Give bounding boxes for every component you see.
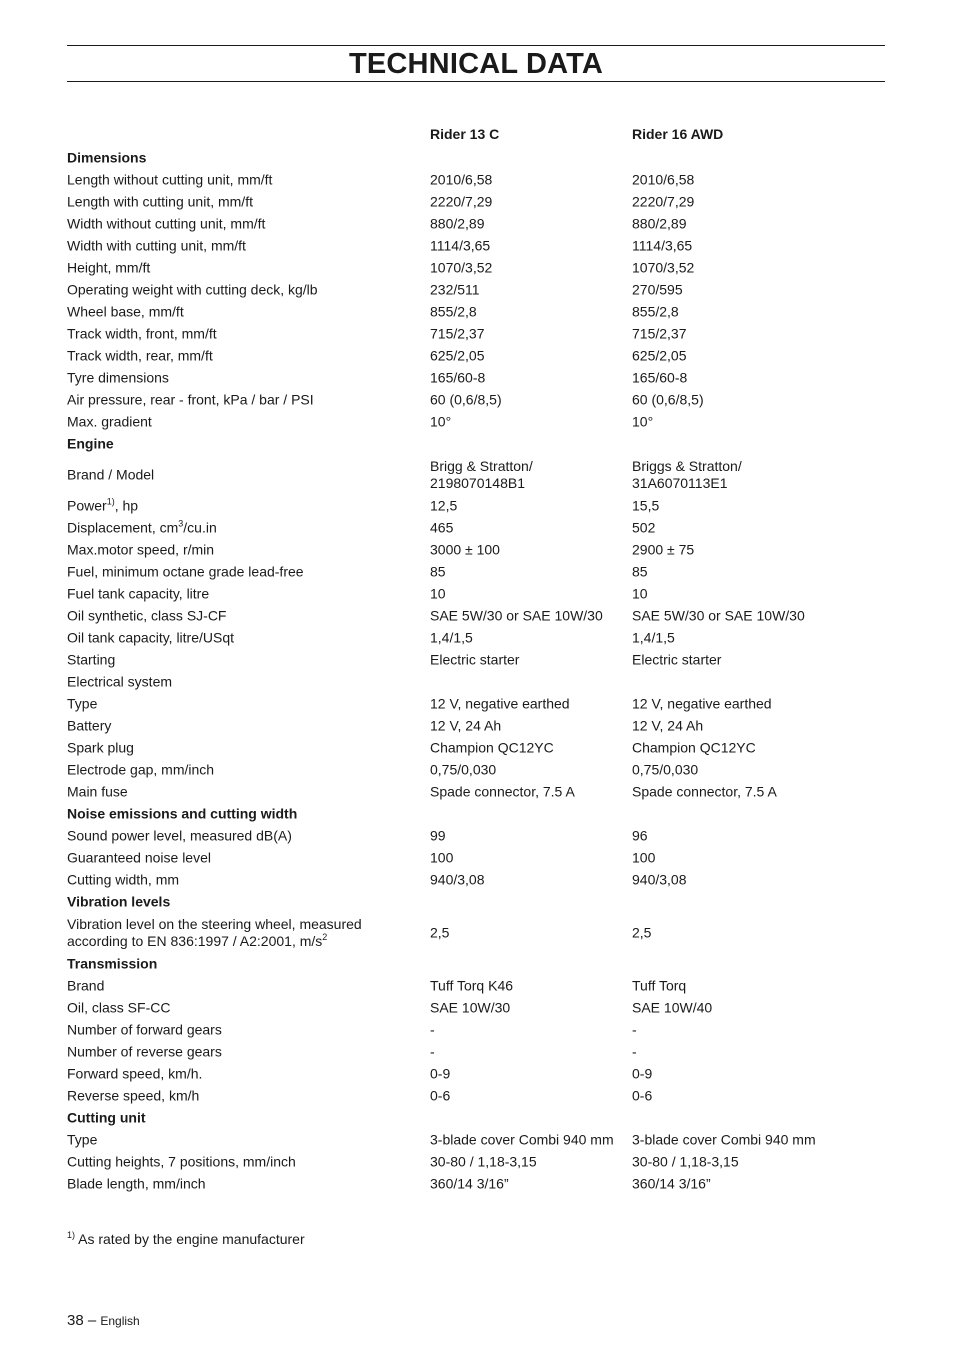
- row-label-text: Length without cutting unit, mm/ft: [67, 171, 273, 188]
- value-rider-16awd: 0-9: [632, 1065, 653, 1082]
- value-rider-16awd: 3-blade cover Combi 940 mm: [632, 1131, 816, 1148]
- row-label: [67, 740, 417, 757]
- row-label: [67, 762, 417, 779]
- table-row: [67, 649, 885, 671]
- value-rider-13c: -: [430, 1021, 435, 1038]
- row-label-text: Sound power level, measured dB(A): [67, 827, 292, 844]
- value-rider-13c: 715/2,37: [430, 325, 485, 342]
- row-label-text: Max.motor speed, r/min: [67, 541, 215, 558]
- row-label-text: Guaranteed noise level: [67, 849, 211, 866]
- row-label-text: Blade length, mm/inch: [67, 1175, 206, 1192]
- row-label-text: Number of forward gears: [67, 1021, 222, 1038]
- row-label-text: Width without cutting unit, mm/ft: [67, 215, 266, 232]
- row-label: [67, 150, 417, 167]
- row-label-text: Track width, front, mm/ft: [67, 325, 217, 342]
- value-rider-13c: SAE 5W/30 or SAE 10W/30: [430, 607, 603, 624]
- table-row: [67, 869, 885, 891]
- row-label: [67, 370, 417, 387]
- row-label-text: Main fuse: [67, 783, 128, 800]
- row-label: [67, 718, 417, 735]
- section-header: [67, 891, 885, 913]
- value-rider-16awd: 96: [632, 827, 648, 844]
- value-line1: Briggs & Stratton/: [632, 458, 742, 474]
- table-row: [67, 539, 885, 561]
- row-label-text: Vibration levels: [67, 893, 171, 910]
- value-rider-16awd: 360/14 3/16”: [632, 1175, 711, 1192]
- section-header: [67, 1107, 885, 1129]
- table-row: [67, 495, 885, 517]
- row-label: [67, 498, 417, 515]
- value-rider-16awd: -: [632, 1043, 637, 1060]
- row-label: [67, 1066, 417, 1083]
- row-label-superscript: 3: [178, 518, 184, 529]
- row-label: [67, 414, 417, 431]
- table-row: [67, 1129, 885, 1151]
- row-label: [67, 326, 417, 343]
- row-label: [67, 916, 417, 950]
- row-label-text: Oil, class SF-CC: [67, 999, 171, 1016]
- value-rider-13c: 0,75/0,030: [430, 761, 497, 778]
- title-bar: [67, 45, 885, 82]
- row-label: [67, 172, 417, 189]
- row-label: [67, 894, 417, 911]
- value-rider-16awd: 2,5: [632, 924, 652, 941]
- row-label: [67, 1110, 417, 1127]
- table-row: [67, 235, 885, 257]
- value-rider-13c: 1070/3,52: [430, 259, 493, 276]
- row-label: [67, 304, 417, 321]
- row-label: [67, 652, 417, 669]
- value-rider-13c: 1,4/1,5: [430, 629, 473, 646]
- row-label-text: Forward speed, km/h.: [67, 1065, 203, 1082]
- row-label-text: Dimensions: [67, 149, 147, 166]
- table-row: [67, 561, 885, 583]
- spec-table: [67, 147, 885, 1195]
- table-row: [67, 671, 885, 693]
- value-rider-16awd: Spade connector, 7.5 A: [632, 783, 777, 800]
- value-rider-13c: 465: [430, 519, 454, 536]
- row-label-text: Max. gradient: [67, 413, 152, 430]
- value-rider-16awd: 880/2,89: [632, 215, 687, 232]
- value-rider-13c: [430, 458, 628, 492]
- value-rider-13c: 10: [430, 585, 446, 602]
- row-label: [67, 1154, 417, 1171]
- value-rider-16awd: 1114/3,65: [632, 237, 693, 254]
- row-label: [67, 520, 417, 537]
- table-row: [67, 1019, 885, 1041]
- row-label: [67, 238, 417, 255]
- row-label-text: Type: [67, 695, 98, 712]
- row-label-text: Fuel tank capacity, litre: [67, 585, 210, 602]
- value-rider-13c: 100: [430, 849, 454, 866]
- row-label: [67, 630, 417, 647]
- row-label-text: Fuel, minimum octane grade lead-free: [67, 563, 304, 580]
- table-row: [67, 411, 885, 433]
- table-row: [67, 279, 885, 301]
- row-label: [67, 1088, 417, 1105]
- row-label: [67, 850, 417, 867]
- value-rider-13c: 360/14 3/16”: [430, 1175, 509, 1192]
- table-row: [67, 517, 885, 539]
- value-rider-16awd: -: [632, 1021, 637, 1038]
- row-label: [67, 872, 417, 889]
- value-rider-13c: 99: [430, 827, 446, 844]
- row-label: [67, 194, 417, 211]
- value-rider-16awd: 855/2,8: [632, 303, 679, 320]
- page-footer: [67, 1312, 140, 1329]
- value-rider-13c: Tuff Torq K46: [430, 977, 514, 994]
- row-label: [67, 784, 417, 801]
- row-label-text: Air pressure, rear - front, kPa / bar / PSI: [67, 391, 314, 408]
- value-rider-16awd: 15,5: [632, 497, 660, 514]
- row-label-text: Cutting unit: [67, 1109, 146, 1126]
- footnote-text: As rated by the engine manufacturer: [75, 1231, 305, 1247]
- value-rider-16awd: 30-80 / 1,18-3,15: [632, 1153, 739, 1170]
- value-rider-16awd: 1,4/1,5: [632, 629, 675, 646]
- row-label-text: Battery: [67, 717, 112, 734]
- table-row: [67, 345, 885, 367]
- row-label: [67, 392, 417, 409]
- row-label-text: Displacement, cm: [67, 519, 179, 536]
- value-rider-16awd: 100: [632, 849, 656, 866]
- row-label-text: Oil synthetic, class SJ-CF: [67, 607, 227, 624]
- value-rider-16awd: Champion QC12YC: [632, 739, 756, 756]
- table-row: [67, 583, 885, 605]
- value-rider-16awd: 2900 ± 75: [632, 541, 695, 558]
- value-rider-16awd: 165/60-8: [632, 369, 688, 386]
- row-label-text: Spark plug: [67, 739, 134, 756]
- row-label: [67, 436, 417, 453]
- table-row: [67, 759, 885, 781]
- value-rider-13c: 0-9: [430, 1065, 451, 1082]
- row-label-text: Cutting width, mm: [67, 871, 180, 888]
- row-label-text: Transmission: [67, 955, 158, 972]
- table-row: [67, 213, 885, 235]
- row-label: [67, 978, 417, 995]
- section-header: [67, 147, 885, 169]
- value-rider-13c: 3000 ± 100: [430, 541, 500, 558]
- value-rider-13c: 880/2,89: [430, 215, 485, 232]
- value-rider-13c: 30-80 / 1,18-3,15: [430, 1153, 537, 1170]
- value-rider-16awd: SAE 5W/30 or SAE 10W/30: [632, 607, 805, 624]
- row-label-text: Reverse speed, km/h: [67, 1087, 200, 1104]
- table-row: [67, 367, 885, 389]
- row-label: [67, 1176, 417, 1193]
- row-label: [67, 282, 417, 299]
- value-rider-16awd: 10: [632, 585, 648, 602]
- row-label: [67, 828, 417, 845]
- table-row: [67, 191, 885, 213]
- page-title: TECHNICAL DATA: [348, 48, 604, 80]
- row-label-superscript: 2: [322, 932, 328, 942]
- footnote: [67, 1231, 305, 1247]
- row-label-suffix: /cu.in: [183, 519, 217, 536]
- table-row: [67, 323, 885, 345]
- table-row: [67, 455, 885, 495]
- value-rider-16awd: 85: [632, 563, 648, 580]
- row-label-text: Type: [67, 1131, 98, 1148]
- table-row: [67, 627, 885, 649]
- value-rider-16awd: 940/3,08: [632, 871, 687, 888]
- row-label: [67, 608, 417, 625]
- row-label-text: Starting: [67, 651, 116, 668]
- value-rider-16awd: 502: [632, 519, 656, 536]
- row-label-text: Height, mm/ft: [67, 259, 151, 276]
- row-label-text: Tyre dimensions: [67, 369, 169, 386]
- section-header: [67, 433, 885, 455]
- row-label: [67, 1022, 417, 1039]
- table-row: [67, 997, 885, 1019]
- row-label-text: Number of reverse gears: [67, 1043, 222, 1060]
- row-label-text: Length with cutting unit, mm/ft: [67, 193, 253, 210]
- value-rider-13c: 165/60-8: [430, 369, 486, 386]
- value-rider-16awd: SAE 10W/40: [632, 999, 713, 1016]
- row-label: [67, 1000, 417, 1017]
- row-label-text: Power: [67, 497, 107, 514]
- value-rider-13c: SAE 10W/30: [430, 999, 511, 1016]
- value-line2: 31A6070113E1: [632, 475, 728, 491]
- row-label-text: Operating weight with cutting deck, kg/lb: [67, 281, 318, 298]
- value-rider-13c: 12 V, negative earthed: [430, 695, 570, 712]
- value-rider-13c: 2220/7,29: [430, 193, 493, 210]
- table-row: [67, 389, 885, 411]
- value-rider-16awd: 12 V, negative earthed: [632, 695, 772, 712]
- table-row: [67, 737, 885, 759]
- table-row: [67, 847, 885, 869]
- row-label: [67, 806, 417, 823]
- row-label-text: Electrical system: [67, 673, 173, 690]
- table-row: [67, 975, 885, 997]
- row-label: [67, 956, 417, 973]
- value-rider-13c: Electric starter: [430, 651, 520, 668]
- table-row: [67, 825, 885, 847]
- value-rider-16awd: Electric starter: [632, 651, 722, 668]
- value-rider-13c: 10°: [430, 413, 452, 430]
- value-rider-13c: 85: [430, 563, 446, 580]
- row-label: [67, 542, 417, 559]
- value-rider-13c: 940/3,08: [430, 871, 485, 888]
- row-label-line2: according to EN 836:1997 / A2:2001, m/s: [67, 933, 323, 949]
- footnote-marker: 1): [67, 1230, 76, 1240]
- value-rider-16awd: 625/2,05: [632, 347, 687, 364]
- table-row: [67, 257, 885, 279]
- value-rider-13c: 0-6: [430, 1087, 451, 1104]
- table-row: [67, 1173, 885, 1195]
- value-rider-16awd: 2010/6,58: [632, 171, 695, 188]
- table-row: [67, 715, 885, 737]
- value-rider-13c: 12,5: [430, 497, 458, 514]
- value-rider-13c: 12 V, 24 Ah: [430, 717, 502, 734]
- table-row: [67, 1041, 885, 1063]
- value-rider-16awd: 12 V, 24 Ah: [632, 717, 704, 734]
- row-label-text: Vibration level on the steering wheel, measured: [67, 916, 362, 932]
- column-header-rider-16awd: Rider 16 AWD: [632, 126, 724, 142]
- value-rider-13c: 625/2,05: [430, 347, 485, 364]
- row-label-text: Noise emissions and cutting width: [67, 805, 298, 822]
- value-rider-13c: 855/2,8: [430, 303, 477, 320]
- row-label-text: Oil tank capacity, litre/USqt: [67, 629, 235, 646]
- table-row: [67, 301, 885, 323]
- row-label: [67, 260, 417, 277]
- table-row: [67, 1151, 885, 1173]
- value-rider-13c: 2010/6,58: [430, 171, 493, 188]
- row-label-text: Width with cutting unit, mm/ft: [67, 237, 246, 254]
- row-label: [67, 1132, 417, 1149]
- value-rider-13c: Champion QC12YC: [430, 739, 554, 756]
- value-rider-13c: 232/511: [430, 281, 480, 298]
- row-label: [67, 696, 417, 713]
- table-row: [67, 913, 885, 953]
- page-language: English: [100, 1314, 140, 1328]
- value-rider-13c: 3-blade cover Combi 940 mm: [430, 1131, 614, 1148]
- row-label-text: Engine: [67, 435, 114, 452]
- value-rider-16awd: 270/595: [632, 281, 683, 298]
- row-label-text: Cutting heights, 7 positions, mm/inch: [67, 1153, 296, 1170]
- value-rider-16awd: 715/2,37: [632, 325, 687, 342]
- row-label: [67, 216, 417, 233]
- row-label: [67, 467, 417, 484]
- value-line2: 2198070148B1: [430, 475, 525, 491]
- value-rider-13c: 60 (0,6/8,5): [430, 391, 502, 408]
- row-label-text: Brand: [67, 977, 105, 994]
- row-label-text: Wheel base, mm/ft: [67, 303, 184, 320]
- row-label: [67, 564, 417, 581]
- value-rider-13c: 1114/3,65: [430, 237, 491, 254]
- row-label: [67, 586, 417, 603]
- value-rider-16awd: [632, 458, 882, 492]
- value-rider-13c: Spade connector, 7.5 A: [430, 783, 575, 800]
- table-row: [67, 781, 885, 803]
- table-row: [67, 605, 885, 627]
- row-label-text: Track width, rear, mm/ft: [67, 347, 213, 364]
- value-rider-16awd: Tuff Torq: [632, 977, 687, 994]
- section-header: [67, 953, 885, 975]
- value-rider-16awd: 1070/3,52: [632, 259, 695, 276]
- row-label: [67, 674, 417, 691]
- value-rider-16awd: 2220/7,29: [632, 193, 695, 210]
- page-number: 38 –: [67, 1312, 97, 1329]
- row-label-superscript: 1): [106, 496, 115, 507]
- row-label: [67, 1044, 417, 1061]
- value-rider-16awd: 0,75/0,030: [632, 761, 699, 778]
- row-label: [67, 348, 417, 365]
- row-label-suffix: , hp: [114, 497, 139, 514]
- value-rider-13c: 2,5: [430, 924, 450, 941]
- value-rider-16awd: 0-6: [632, 1087, 653, 1104]
- table-row: [67, 693, 885, 715]
- column-header-rider-13c: Rider 13 C: [430, 126, 500, 142]
- table-row: [67, 1063, 885, 1085]
- value-rider-13c: -: [430, 1043, 435, 1060]
- row-label-text: Electrode gap, mm/inch: [67, 761, 215, 778]
- row-label-text: Brand / Model: [67, 466, 155, 483]
- value-rider-16awd: 10°: [632, 413, 654, 430]
- value-rider-16awd: 60 (0,6/8,5): [632, 391, 704, 408]
- table-row: [67, 169, 885, 191]
- value-line1: Brigg & Stratton/: [430, 458, 533, 474]
- section-header: [67, 803, 885, 825]
- table-row: [67, 1085, 885, 1107]
